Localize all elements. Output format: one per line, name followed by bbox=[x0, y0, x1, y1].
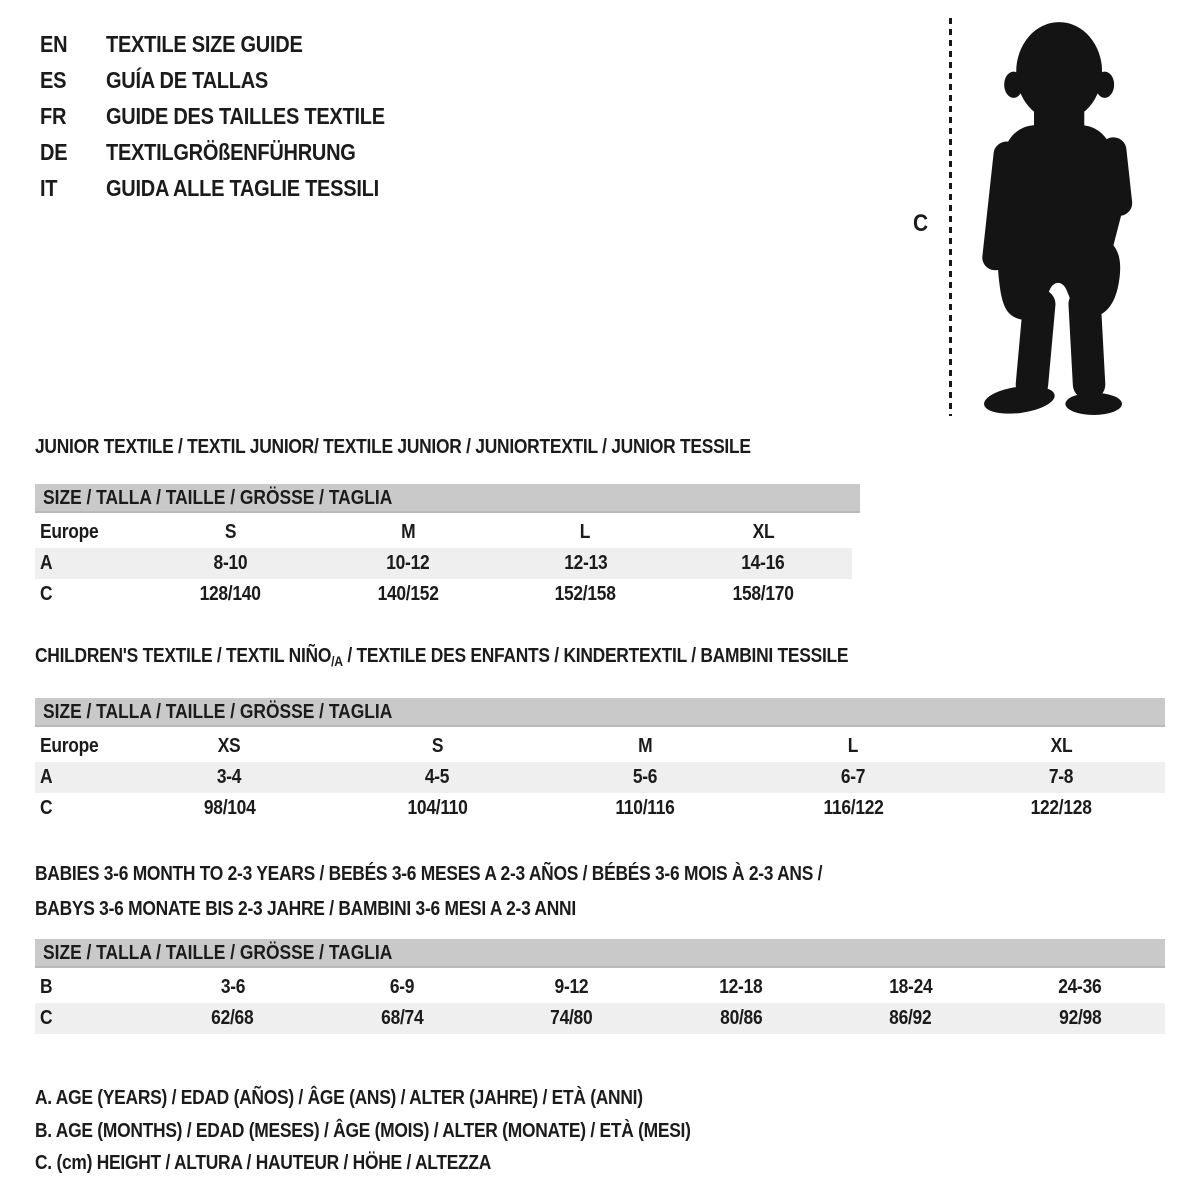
children-height-row bbox=[35, 793, 1165, 824]
size-cell bbox=[749, 731, 957, 762]
cell-text: C bbox=[40, 1007, 53, 1029]
cell-text: 12-13 bbox=[563, 552, 608, 574]
value-cell bbox=[657, 1003, 827, 1034]
cell-text: 86/92 bbox=[889, 1007, 932, 1029]
cell-text: 3-6 bbox=[220, 976, 245, 998]
cell-text: L bbox=[580, 521, 591, 543]
language-code-text: EN bbox=[40, 30, 68, 57]
value-cell bbox=[826, 972, 996, 1003]
row-label-cell bbox=[35, 762, 125, 793]
value-cell bbox=[674, 579, 852, 610]
babies-size-header-text: SIZE / TALLA / TAILLE / GRÖSSE / TAGLIA bbox=[43, 942, 393, 964]
cell-text: 4-5 bbox=[425, 766, 450, 788]
babies-title-line1-text: BABIES 3-6 MONTH TO 2-3 YEARS / BEBÉS 3-6 MESES A 2-3 AÑOS / BÉBÉS 3-6 MOIS À 2-3 ANS / bbox=[35, 863, 823, 885]
legend-line-c bbox=[35, 1147, 1165, 1180]
language-title-text: GUIDE DES TAILLES TEXTILE bbox=[106, 102, 385, 129]
cell-text: 8-10 bbox=[213, 552, 247, 574]
value-cell bbox=[996, 1003, 1166, 1034]
children-title-pre: CHILDREN'S TEXTILE / TEXTIL NIÑO bbox=[35, 645, 332, 667]
value-cell bbox=[125, 762, 333, 793]
size-cell bbox=[319, 517, 497, 548]
cell-text: 98/104 bbox=[203, 797, 256, 819]
children-size-header-bar bbox=[35, 698, 1165, 727]
cell-text: 7-8 bbox=[1048, 766, 1074, 788]
value-cell bbox=[148, 1003, 318, 1034]
babies-size-header-bar bbox=[35, 939, 1165, 968]
babies-title-line2 bbox=[35, 892, 1165, 927]
language-title bbox=[106, 31, 332, 58]
children-age-row bbox=[35, 762, 1165, 793]
cell-text: B bbox=[40, 976, 53, 998]
language-code bbox=[40, 103, 106, 130]
value-cell bbox=[148, 972, 318, 1003]
value-cell bbox=[957, 793, 1165, 824]
language-row-es bbox=[40, 62, 427, 98]
babies-title-line2-text: BABYS 3-6 MONATE BIS 2-3 JAHRE / BAMBINI 3-6 MESI A 2-3 ANNI bbox=[35, 898, 576, 920]
junior-size-header-text: SIZE / TALLA / TAILLE / GRÖSSE / TAGLIA bbox=[43, 487, 393, 509]
row-label-cell bbox=[35, 548, 141, 579]
cell-text: S bbox=[431, 735, 443, 757]
row-label-cell bbox=[35, 517, 141, 548]
size-cell bbox=[497, 517, 675, 548]
value-cell bbox=[333, 793, 541, 824]
height-measure-label bbox=[913, 210, 930, 238]
junior-size-table bbox=[35, 517, 852, 610]
cell-text: 158/170 bbox=[732, 583, 794, 605]
children-size-header-text: SIZE / TALLA / TAILLE / GRÖSSE / TAGLIA bbox=[43, 701, 393, 723]
language-code-text: IT bbox=[40, 174, 58, 201]
value-cell bbox=[318, 1003, 488, 1034]
junior-section-title-text: JUNIOR TEXTILE / TEXTIL JUNIOR/ TEXTILE JUNIOR / JUNIORTEXTIL / JUNIOR TESSILE bbox=[35, 436, 751, 458]
value-cell bbox=[497, 548, 675, 579]
value-cell bbox=[749, 762, 957, 793]
size-cell bbox=[333, 731, 541, 762]
junior-section-title bbox=[35, 437, 1165, 458]
language-code-text: ES bbox=[40, 66, 67, 93]
language-row-de bbox=[40, 134, 427, 170]
language-code-text: FR bbox=[40, 102, 67, 129]
value-cell bbox=[333, 762, 541, 793]
row-label-cell bbox=[35, 972, 148, 1003]
language-title-text: TEXTILE SIZE GUIDE bbox=[106, 30, 303, 57]
cell-text: 140/152 bbox=[377, 583, 439, 605]
language-title-text: TEXTILGRÖßENFÜHRUNG bbox=[106, 138, 356, 165]
cell-text: Europe bbox=[40, 735, 99, 757]
cell-text: XS bbox=[217, 735, 241, 757]
figure-area bbox=[905, 12, 1163, 424]
value-cell bbox=[319, 548, 497, 579]
cell-text: 116/122 bbox=[823, 797, 884, 819]
cell-text: 6-9 bbox=[390, 976, 415, 998]
children-title-sub: /A bbox=[331, 653, 343, 669]
size-cell bbox=[957, 731, 1165, 762]
height-measure-dashed-line bbox=[949, 18, 952, 416]
legend-line-b bbox=[35, 1115, 1165, 1148]
cell-text: L bbox=[847, 735, 859, 757]
cell-text: XL bbox=[752, 521, 774, 543]
value-cell bbox=[826, 1003, 996, 1034]
cell-text: 62/68 bbox=[211, 1007, 254, 1029]
cell-text: 5-6 bbox=[632, 766, 658, 788]
value-cell bbox=[657, 972, 827, 1003]
size-cell bbox=[125, 731, 333, 762]
cell-text: 80/86 bbox=[720, 1007, 763, 1029]
value-cell bbox=[487, 972, 657, 1003]
cell-text: 68/74 bbox=[381, 1007, 424, 1029]
value-cell bbox=[541, 762, 749, 793]
toddler-silhouette-icon bbox=[967, 14, 1145, 418]
babies-size-table bbox=[35, 972, 1165, 1034]
language-title-list bbox=[40, 26, 427, 206]
cell-text: 152/158 bbox=[554, 583, 616, 605]
cell-text: 12-18 bbox=[719, 976, 763, 998]
content bbox=[0, 437, 1200, 1180]
language-code-text: DE bbox=[40, 138, 68, 165]
cell-text: 9-12 bbox=[554, 976, 589, 998]
legend-line-a bbox=[35, 1082, 1165, 1115]
language-title bbox=[106, 67, 292, 94]
cell-text: XL bbox=[1050, 735, 1072, 757]
value-cell bbox=[996, 972, 1166, 1003]
header-area bbox=[0, 0, 1200, 430]
legend-line-c-text: C. (cm) HEIGHT / ALTURA / HAUTEUR / HÖHE / ALTEZZA bbox=[35, 1152, 492, 1174]
value-cell bbox=[749, 793, 957, 824]
legend-line-b-text: B. AGE (MONTHS) / EDAD (MESES) / ÂGE (MOIS) / ALTER (MONATE) / ETÀ (MESI) bbox=[35, 1119, 691, 1142]
value-cell bbox=[318, 972, 488, 1003]
value-cell bbox=[319, 579, 497, 610]
section-junior bbox=[35, 437, 1165, 610]
babies-height-row bbox=[35, 1003, 1165, 1034]
cell-text: 74/80 bbox=[550, 1007, 593, 1029]
junior-sizes-row bbox=[35, 517, 852, 548]
cell-text: C bbox=[40, 797, 53, 819]
cell-text: S bbox=[224, 521, 236, 543]
language-title-text: GUIDA ALLE TAGLIE TESSILI bbox=[106, 174, 379, 201]
value-cell bbox=[541, 793, 749, 824]
language-title-text: GUÍA DE TALLAS bbox=[106, 66, 268, 93]
language-code bbox=[40, 139, 106, 166]
cell-text: A bbox=[40, 552, 53, 574]
cell-text: 6-7 bbox=[840, 766, 866, 788]
value-cell bbox=[487, 1003, 657, 1034]
children-sizes-row bbox=[35, 731, 1165, 762]
value-cell bbox=[125, 793, 333, 824]
cell-text: 14-16 bbox=[741, 552, 785, 574]
cell-text: M bbox=[638, 735, 653, 757]
cell-text: C bbox=[40, 583, 53, 605]
value-cell bbox=[497, 579, 675, 610]
children-title-post: / TEXTILE DES ENFANTS / KINDERTEXTIL / BAMBINI TESSILE bbox=[342, 645, 849, 667]
junior-age-row bbox=[35, 548, 852, 579]
cell-text: Europe bbox=[40, 521, 99, 543]
section-babies bbox=[35, 857, 1165, 1034]
cell-text: M bbox=[400, 521, 415, 543]
cell-text: 10-12 bbox=[386, 552, 430, 574]
row-label-cell bbox=[35, 1003, 148, 1034]
legend bbox=[35, 1082, 1165, 1180]
language-row-it bbox=[40, 170, 427, 206]
cell-text: 3-4 bbox=[217, 766, 242, 788]
size-cell bbox=[541, 731, 749, 762]
value-cell bbox=[141, 548, 319, 579]
children-section-title bbox=[35, 646, 1165, 672]
row-label-cell bbox=[35, 579, 141, 610]
cell-text: 104/110 bbox=[407, 797, 468, 819]
language-title bbox=[106, 175, 420, 202]
language-code bbox=[40, 175, 106, 202]
language-title bbox=[106, 103, 427, 130]
size-cell bbox=[141, 517, 319, 548]
language-code bbox=[40, 31, 106, 58]
babies-section-title bbox=[35, 857, 1165, 927]
height-measure-label-text: C bbox=[913, 210, 929, 237]
section-children bbox=[35, 646, 1165, 824]
cell-text: 92/98 bbox=[1059, 1007, 1102, 1029]
language-row-fr bbox=[40, 98, 427, 134]
junior-height-row bbox=[35, 579, 852, 610]
children-size-table bbox=[35, 731, 1165, 824]
size-cell bbox=[674, 517, 852, 548]
cell-text: A bbox=[40, 766, 53, 788]
language-title bbox=[106, 139, 393, 166]
value-cell bbox=[957, 762, 1165, 793]
junior-size-header-bar bbox=[35, 484, 860, 513]
language-code bbox=[40, 67, 106, 94]
children-section-title-text bbox=[35, 646, 848, 672]
cell-text: 24-36 bbox=[1058, 976, 1102, 998]
row-label-cell bbox=[35, 793, 125, 824]
cell-text: 122/128 bbox=[1030, 797, 1092, 819]
cell-text: 18-24 bbox=[889, 976, 933, 998]
cell-text: 110/116 bbox=[615, 797, 675, 819]
babies-months-row bbox=[35, 972, 1165, 1003]
cell-text: 128/140 bbox=[199, 583, 261, 605]
babies-title-line1 bbox=[35, 857, 1165, 892]
value-cell bbox=[141, 579, 319, 610]
language-row-en bbox=[40, 26, 427, 62]
row-label-cell bbox=[35, 731, 125, 762]
value-cell bbox=[674, 548, 852, 579]
legend-line-a-text: A. AGE (YEARS) / EDAD (AÑOS) / ÂGE (ANS) / ALTER (JAHRE) / ETÀ (ANNI) bbox=[35, 1087, 643, 1109]
